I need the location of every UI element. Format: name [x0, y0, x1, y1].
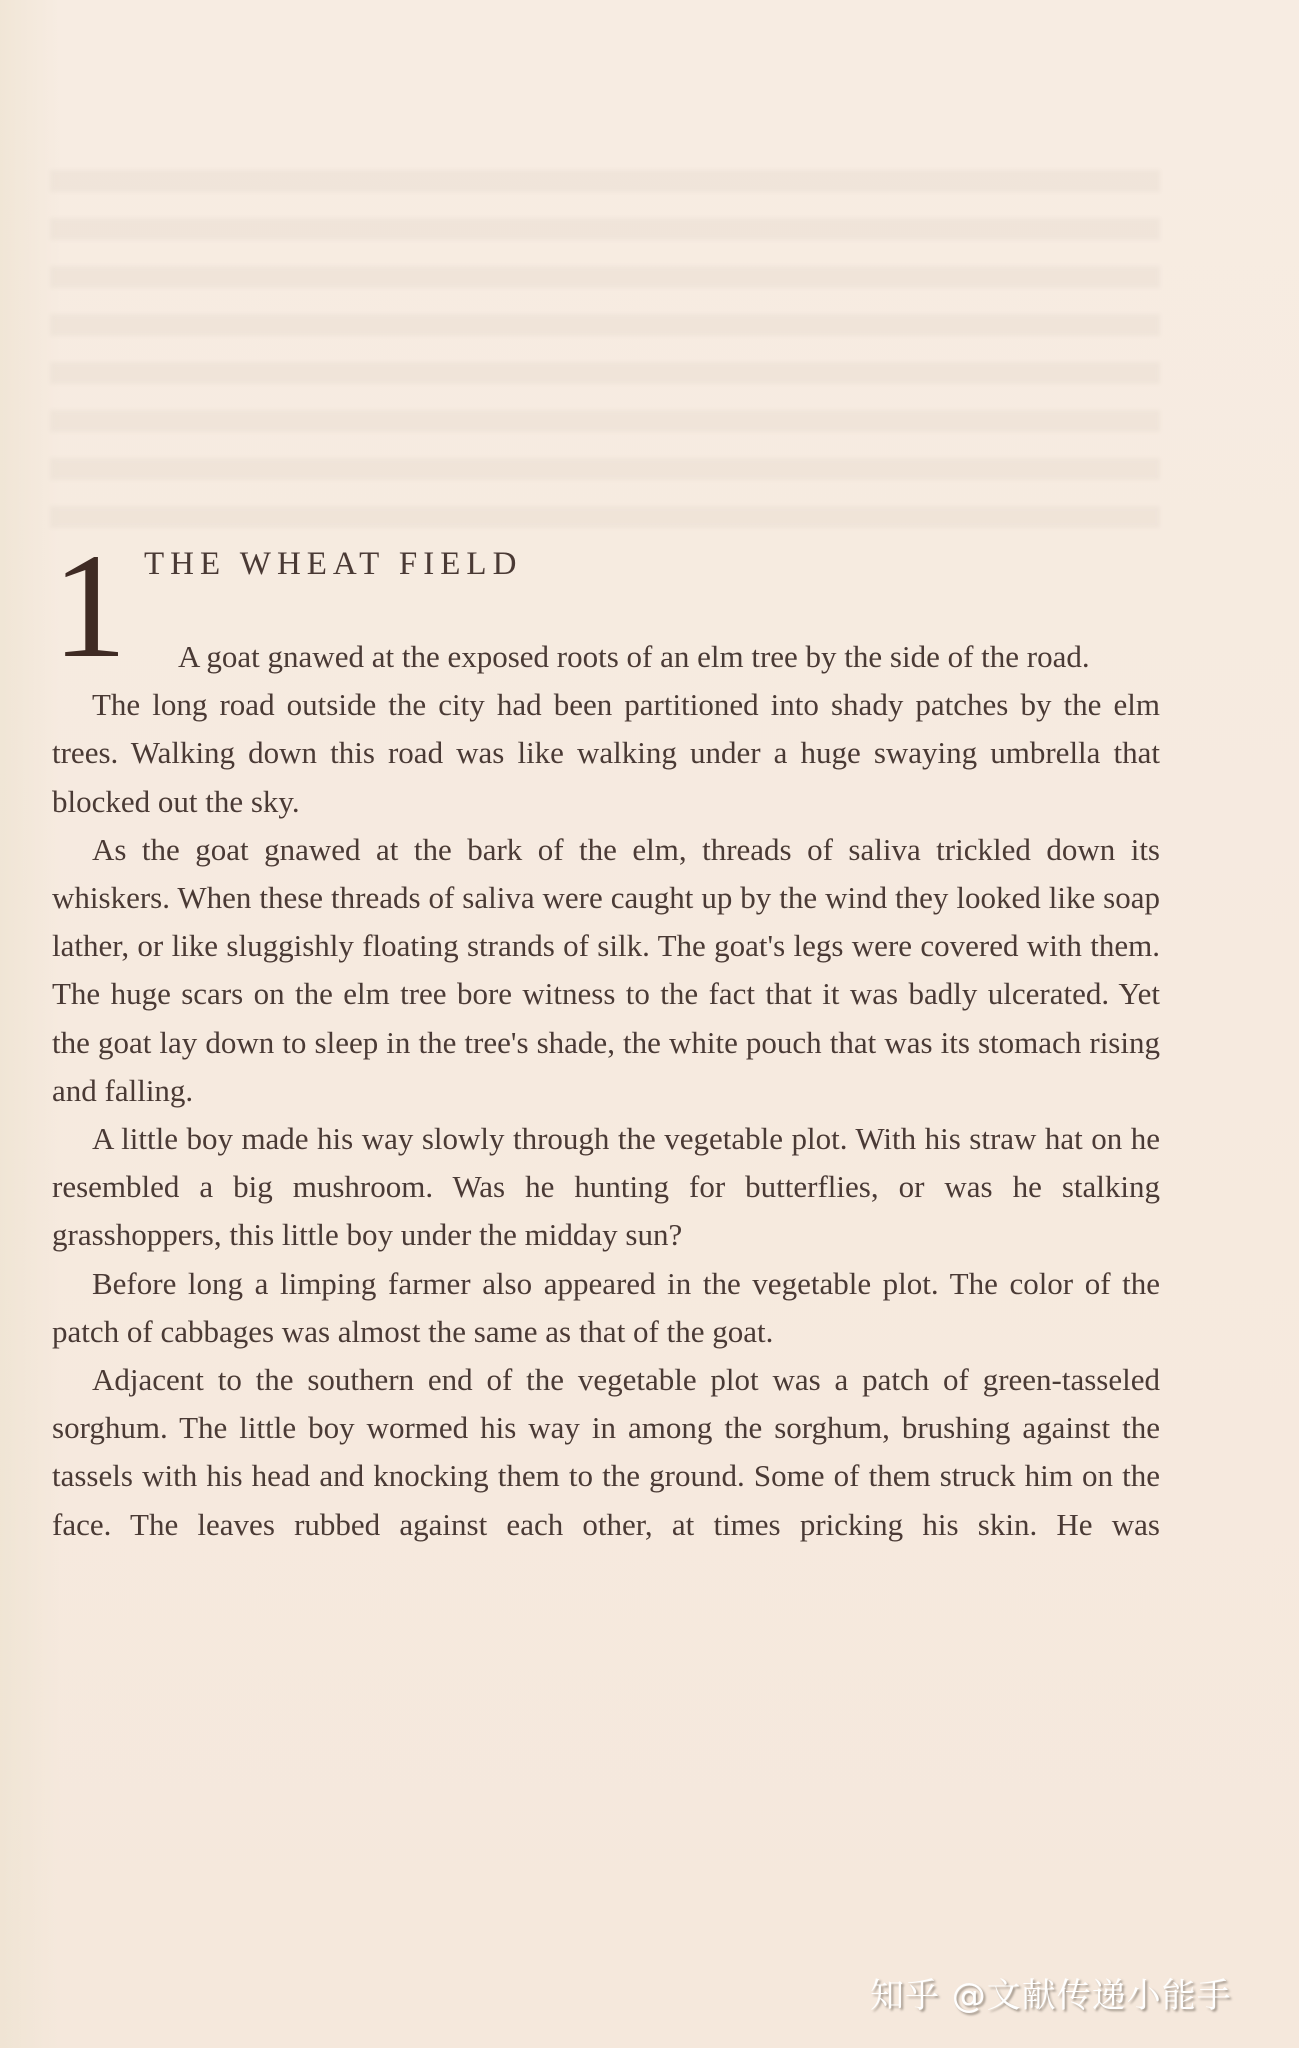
paragraph: Adjacent to the southern end of the vegetable plot was a patch of green-tasseled sorghum. The little boy wormed his way in among the sorghum, brushing against the tassels with his head and knocking them to the ground. Some of them struck him on the face. The leaves rubbed against each other, at times pricking his skin. He was: [52, 1362, 1160, 1542]
chapter-title: THE WHEAT FIELD: [144, 546, 523, 582]
paragraph: As the goat gnawed at the bark of the elm, threads of saliva trickled down its whiskers. When these threads of saliva were caught up by the wind they looked like soap lather, or like sluggishly floating strands of silk. The goat's legs were covered with them. The huge scars on the elm tree bore witness to the fact that it was badly ulcerated. Yet the goat lay down to sleep in the tree's shade, the white pouch that was its stomach rising and falling.: [52, 831, 1160, 1108]
chapter-body: [52, 633, 1160, 1549]
paragraph: Before long a limping farmer also appeared in the vegetable plot. The color of the patch of cabbages was almost the same as that of the goat.: [52, 1265, 1160, 1349]
chapter-number-dropcap: 1: [52, 523, 127, 689]
paragraph: A goat gnawed at the exposed roots of an elm tree by the side of the road.: [178, 639, 1090, 674]
watermark: 知乎 @文献传递小能手: [870, 1976, 1232, 2016]
paragraph: A little boy made his way slowly through the vegetable plot. With his straw hat on he resembled a big mushroom. Was he hunting for butterflies, or was he stalking grasshoppers, this little boy under the midday sun?: [52, 1121, 1160, 1253]
bleed-through-texture: [50, 170, 1160, 550]
paragraph: The long road outside the city had been partitioned into shady patches by the elm trees. Walking down this road was like walking under a huge swaying umbrella that blocked out the sky.: [52, 687, 1160, 819]
